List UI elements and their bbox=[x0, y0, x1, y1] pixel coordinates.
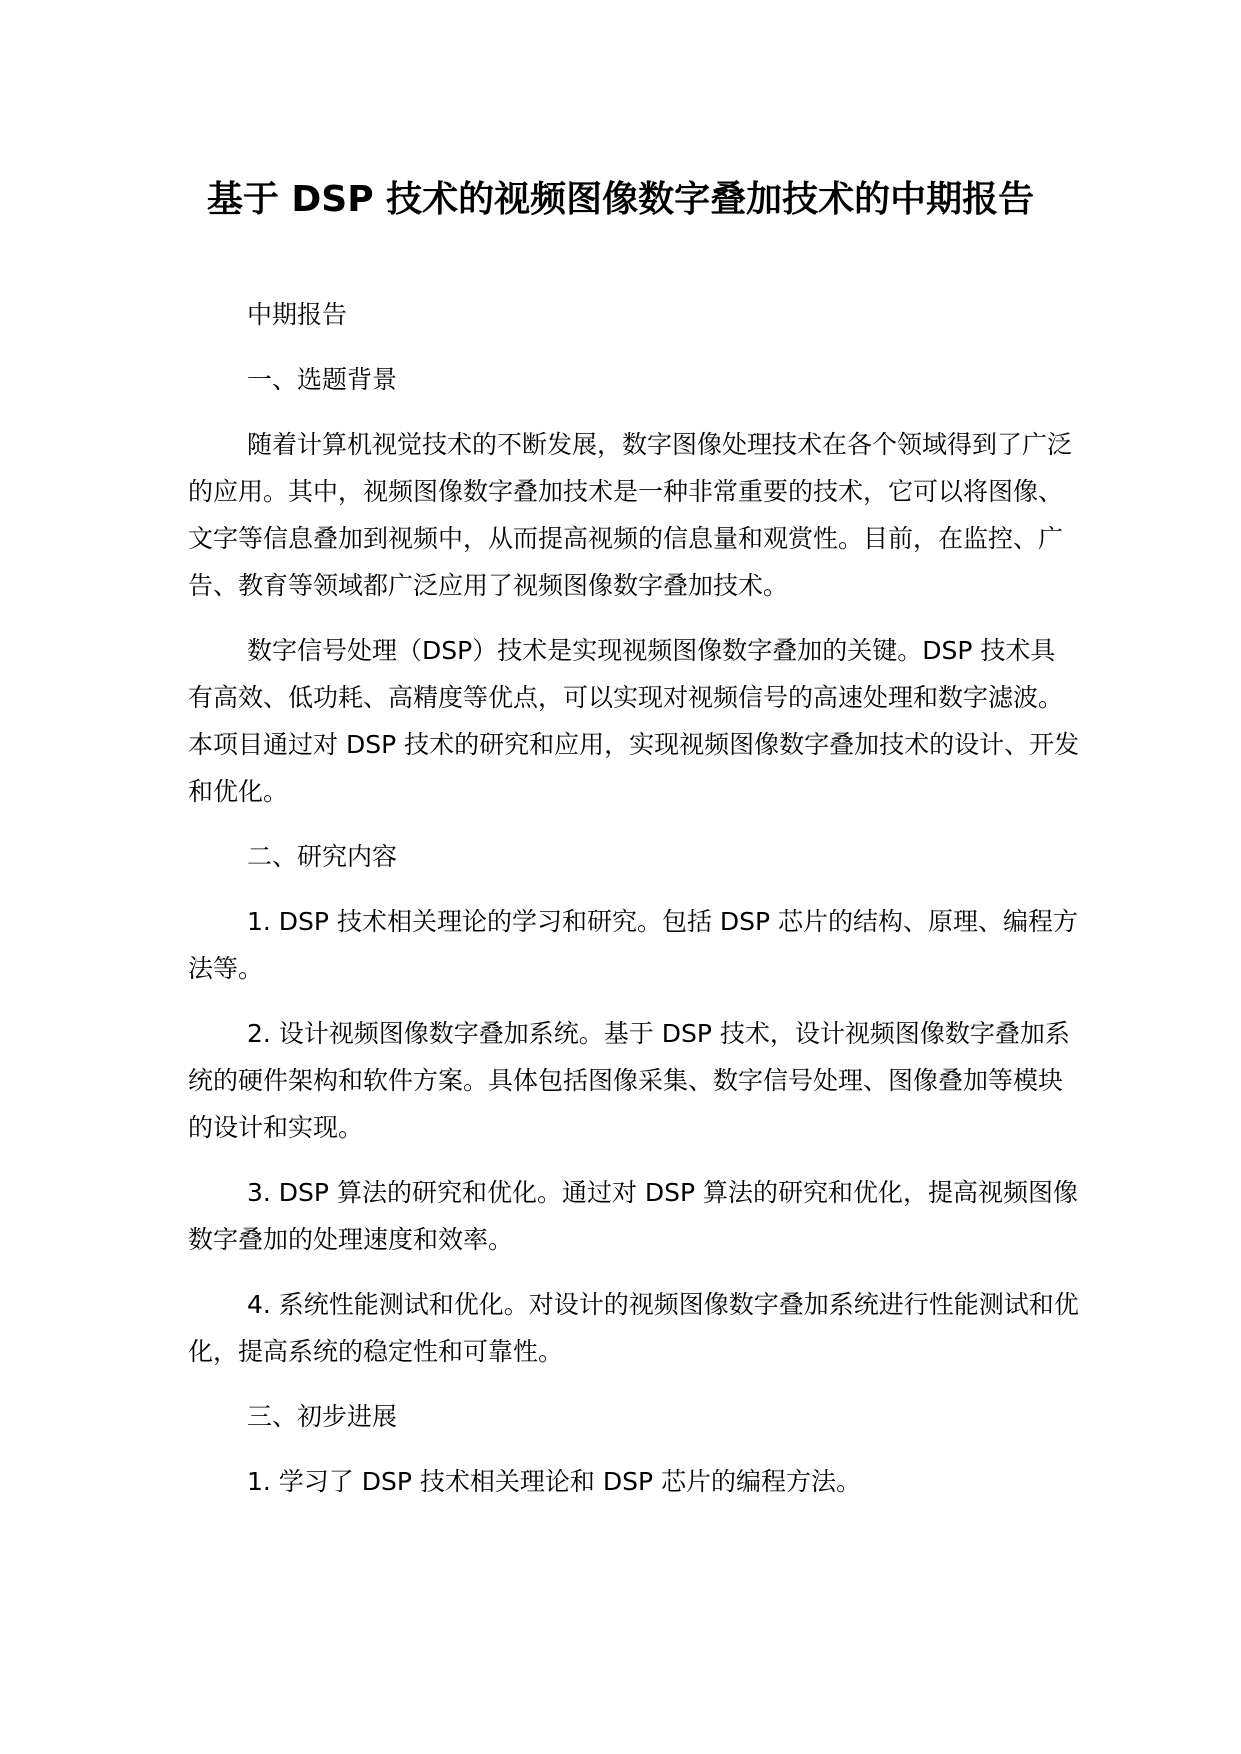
list-item-research-2: 2. 设计视频图像数字叠加系统。基于 DSP 技术，设计视频图像数字叠加系统的硬件架构和软件方案。具体包括图像采集、数字信号处理、图像叠加等模块的设计和实现。 bbox=[188, 1019, 1070, 1142]
list-item-research-1: 1. DSP 技术相关理论的学习和研究。包括 DSP 芯片的结构、原理、编程方法等。 bbox=[188, 907, 1079, 983]
paragraph-background-1: 随着计算机视觉技术的不断发展，数字图像处理技术在各个领域得到了广泛的应用。其中，视频图像数字叠加技术是一种非常重要的技术，它可以将图像、文字等信息叠加到视频中，从而提高视频的信息量和观赏性。目前，在监控、广告、教育等领域都广泛应用了视频图像数字叠加技术。 bbox=[188, 430, 1073, 600]
document-body bbox=[188, 291, 1080, 1523]
paragraph-background-2: 数字信号处理（DSP）技术是实现视频图像数字叠加的关键。DSP 技术具有高效、低功耗、高精度等优点，可以实现对视频信号的高速处理和数字滤波。本项目通过对 DSP 技术的研究和应用，实现视频图像数字叠加技术的设计、开发和优化。 bbox=[188, 636, 1080, 806]
document-title: 基于 DSP 技术的视频图像数字叠加技术的中期报告 bbox=[206, 179, 1035, 220]
heading-research-content: 二、研究内容 bbox=[247, 842, 398, 871]
section-label-interim-report: 中期报告 bbox=[247, 300, 348, 329]
list-item-research-4: 4. 系统性能测试和优化。对设计的视频图像数字叠加系统进行性能测试和优化，提高系统的稳定性和可靠性。 bbox=[188, 1290, 1079, 1366]
heading-background: 一、选题背景 bbox=[247, 365, 398, 394]
heading-progress: 三、初步进展 bbox=[247, 1402, 398, 1431]
list-item-research-3: 3. DSP 算法的研究和优化。通过对 DSP 算法的研究和优化，提高视频图像数字叠加的处理速度和效率。 bbox=[188, 1178, 1079, 1254]
list-item-progress-1: 1. 学习了 DSP 技术相关理论和 DSP 芯片的编程方法。 bbox=[247, 1467, 861, 1496]
